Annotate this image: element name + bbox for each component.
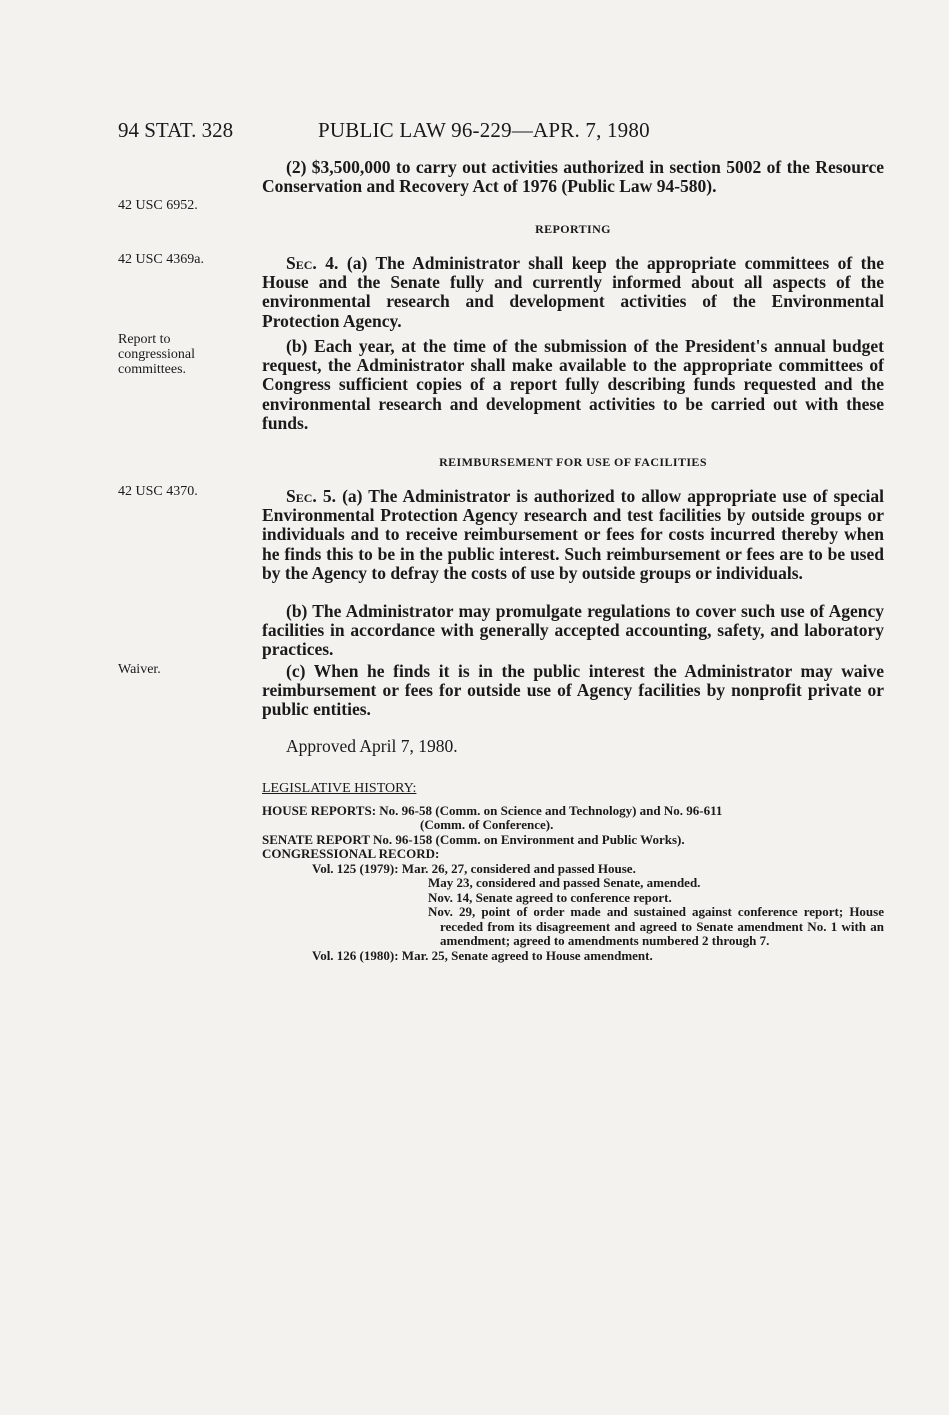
margin-note-usc-4369a: 42 USC 4369a. xyxy=(118,252,204,267)
margin-note-line: congressional xyxy=(118,347,195,362)
margin-note-usc-6952: 42 USC 6952. xyxy=(118,198,198,213)
house-reports-line: HOUSE REPORTS: No. 96-58 (Comm. on Science and Technology) and No. 96-611 xyxy=(262,802,723,818)
heading-reporting: REPORTING xyxy=(535,222,611,236)
statute-page-number: 94 STAT. 328 xyxy=(118,118,234,142)
record-vol-125-nov29: Nov. 29, point of order made and sustained against conference report; House receded from its disagreement and agreed to Senate amendment No. 1 with an amendment; agreed to amendments numbered 2 through 7. xyxy=(428,904,884,948)
senate-report-line: SENATE REPORT No. 96-158 (Comm. on Environment and Public Works). xyxy=(262,831,685,847)
section-4b: (b) Each year, at the time of the submission of the President's annual budget request, the Administrator shall make available to the appropriate committees of Congress sufficient copies of a report fully describing funds requested and the environmental research and development activities to be carried out with these funds. xyxy=(262,336,884,433)
margin-note-line: committees. xyxy=(118,362,187,377)
section-5-label: Sec. 5. xyxy=(286,486,336,506)
record-vol-126-line: Vol. 126 (1980): Mar. 25, Senate agreed to House amendment. xyxy=(312,947,653,963)
section-5a xyxy=(262,487,884,583)
section-5a-text: (a) The Administrator is authorized to allow appropriate use of special Environmental Protection Agency research and test facilities by outside groups or individuals and to receive reimbursement or fees for costs incurred thereby when he finds this to be in the public interest. Such reimbursement or fees are to be used by the Agency to defray the costs of use by outside groups or individuals. xyxy=(262,486,885,583)
heading-reimbursement: REIMBURSEMENT FOR USE OF FACILITIES xyxy=(439,455,707,469)
section-4a xyxy=(262,254,884,331)
approval-date: Approved April 7, 1980. xyxy=(286,736,458,756)
section-5c: (c) When he finds it is in the public interest the Administrator may waive reimbursement or fees for outside use of Agency facilities by nonprofit private or public entities. xyxy=(262,661,884,720)
page-title: PUBLIC LAW 96-229—APR. 7, 1980 xyxy=(318,118,650,142)
margin-note-line: Report to xyxy=(118,332,171,347)
margin-note-usc-4370: 42 USC 4370. xyxy=(118,484,198,499)
record-vol-125-line: May 23, considered and passed Senate, amended. xyxy=(428,875,701,890)
house-reports-continued: (Comm. of Conference). xyxy=(420,817,554,832)
legislative-history-title: LEGISLATIVE HISTORY: xyxy=(262,781,417,796)
section-4-label: Sec. 4. xyxy=(286,253,339,273)
section-5b: (b) The Administrator may promulgate regulations to cover such use of Agency facilities in accordance with generally accepted accounting, safety, and laboratory practices. xyxy=(262,601,884,660)
record-vol-125-line: Nov. 14, Senate agreed to conference report. xyxy=(428,889,672,905)
legislative-history xyxy=(262,782,884,963)
section-4a-text: (a) The Administrator shall keep the appropriate committees of the House and the Senate fully and currently informed about all aspects of the environmental research and development activities of the Environmental Protection Agency. xyxy=(262,253,885,331)
margin-note-report-to-committees xyxy=(118,332,195,377)
record-vol-125-line: Vol. 125 (1979): Mar. 26, 27, considered and passed House. xyxy=(312,860,636,876)
paragraph-2: (2) $3,500,000 to carry out activities authorized in section 5002 of the Resource Conservation and Recovery Act of 1976 (Public Law 94-580). xyxy=(262,157,884,197)
congressional-record-label: CONGRESSIONAL RECORD: xyxy=(262,846,440,861)
margin-note-waiver: Waiver. xyxy=(118,662,161,677)
record-vol-125-line xyxy=(262,905,884,949)
